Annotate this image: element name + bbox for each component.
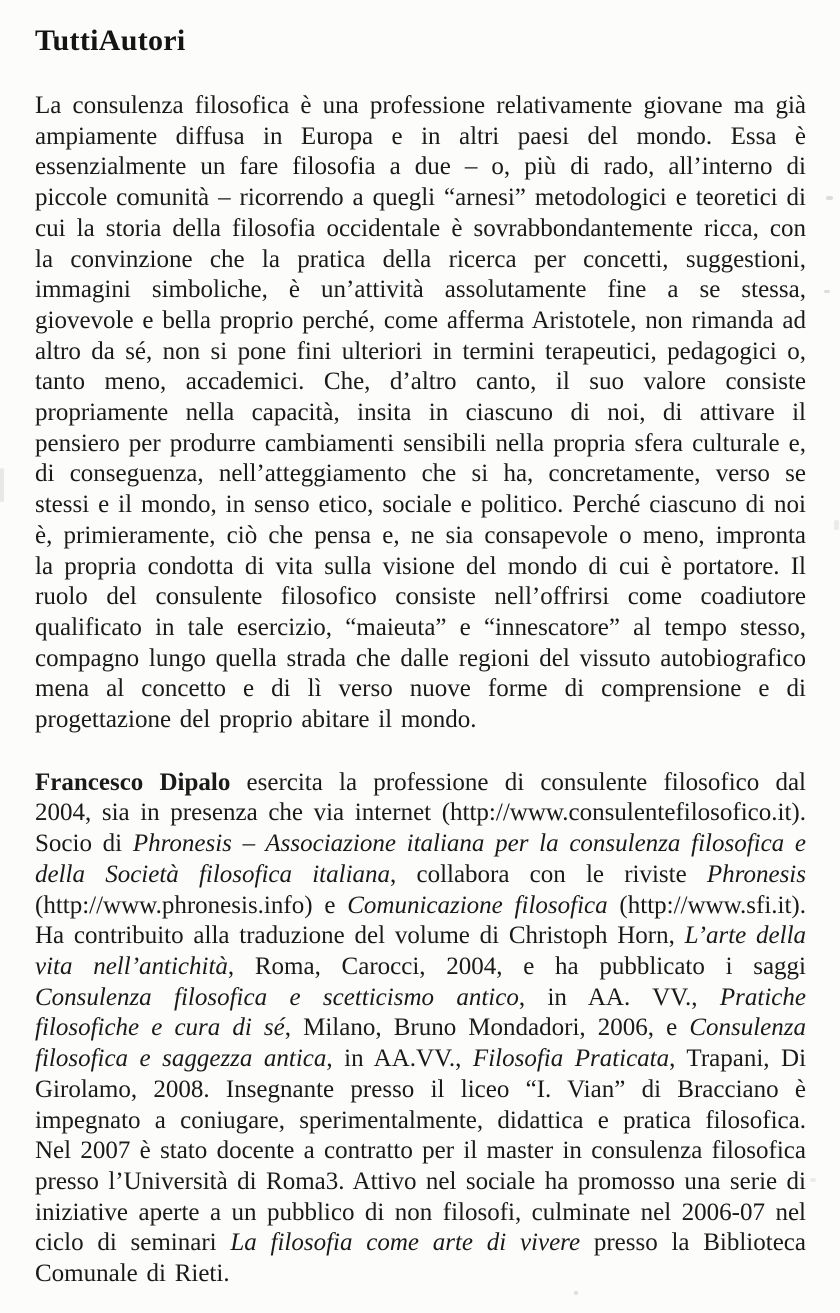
scan-artifact	[834, 520, 839, 530]
intro-paragraph: La consulenza filosofica è una professione relativamente giovane ma già ampiamente diffusa in Europa e in altri paesi del mondo. Essa è essenzialmente un fare filosofia a due – o, più di rado, all’interno di piccole comunità – ricorrendo a quegli “arnesi” metodologici e teoretici di cui la storia della filosofia occidentale è sovrabbondantemente ricca, con la convinzione che la pratica della ricerca per concetti, suggestioni, immagini simboliche, è un’attività assolutamente fine a se stessa, giovevole e bella proprio perché, come afferma Aristotele, non rimanda ad altro da sé, non si pone fini ulteriori in termini terapeutici, pedagogici o, tanto meno, accademici. Che, d’altro canto, il suo valore consiste propriamente nella capacità, insita in ciascuno di noi, di attivare il pensiero per produrre cambiamenti sensibili nella propria sfera culturale e, di conseguenza, nell’atteggiamento che si ha, concretamente, verso se stessi e il mondo, in senso etico, sociale e politico. Perché ciascuno di noi è, primieramente, ciò che pensa e, ne sia consapevole o meno, impronta la propria condotta di vita sulla visione del mondo di cui è portatore. Il ruolo del consulente filosofico consiste nell’offrirsi come coadiutore qualificato in tale esercizio, “maieuta” e “innescatore” al tempo stesso, compagno lungo quella strada che dalle regioni del vissuto autobiografico mena al concetto e di lì verso nuove forme di comprensione e di progettazione del proprio abitare il mondo.	[35, 92, 806, 734]
author-bio-paragraph: Francesco Dipalo esercita la professione di consulente filosofico dal 2004, sia in presenza che via internet (http://www.consulentefilosofico.it). Socio di Phronesis – Associazione italiana per la consulenza filosofica e della Società filosofica italiana, collabora con le riviste Phronesis (http://www.phronesis.info) e Comunicazione filosofica (http://www.sfi.it). Ha contribuito alla traduzione del volume di Christoph Horn, L’arte della vita nell’antichità, Roma, Carocci, 2004, e ha pubblicato i saggi Consulenza filosofica e scetticismo antico, in AA. VV., Pratiche filosofiche e cura di sé, Milano, Bruno Mondadori, 2006, e Consulenza filosofica e saggezza antica, in AA.VV., Filosofia Praticata, Trapani, Di Girolamo, 2008. Insegnante presso il liceo “I. Vian” di Bracciano è impegnato a coniugare, sperimentalmente, didattica e pratica filosofica. Nel 2007 è stato docente a contratto per il master in consulenza filosofica presso l’Università di Roma3. Attivo nel sociale ha promosso una serie di iniziative aperte a un pubblico di non filosofi, culminate nel 2006-07 nel ciclo di seminari La filosofia come arte di vivere presso la Biblioteca Comunale di Rieti.	[35, 768, 807, 1288]
scan-artifact	[824, 290, 830, 293]
scan-artifact	[826, 196, 833, 200]
scan-artifact	[810, 1178, 816, 1182]
scan-artifact	[574, 1291, 578, 1295]
scan-artifact	[0, 468, 4, 502]
page-title: TuttiAutori	[35, 24, 186, 57]
